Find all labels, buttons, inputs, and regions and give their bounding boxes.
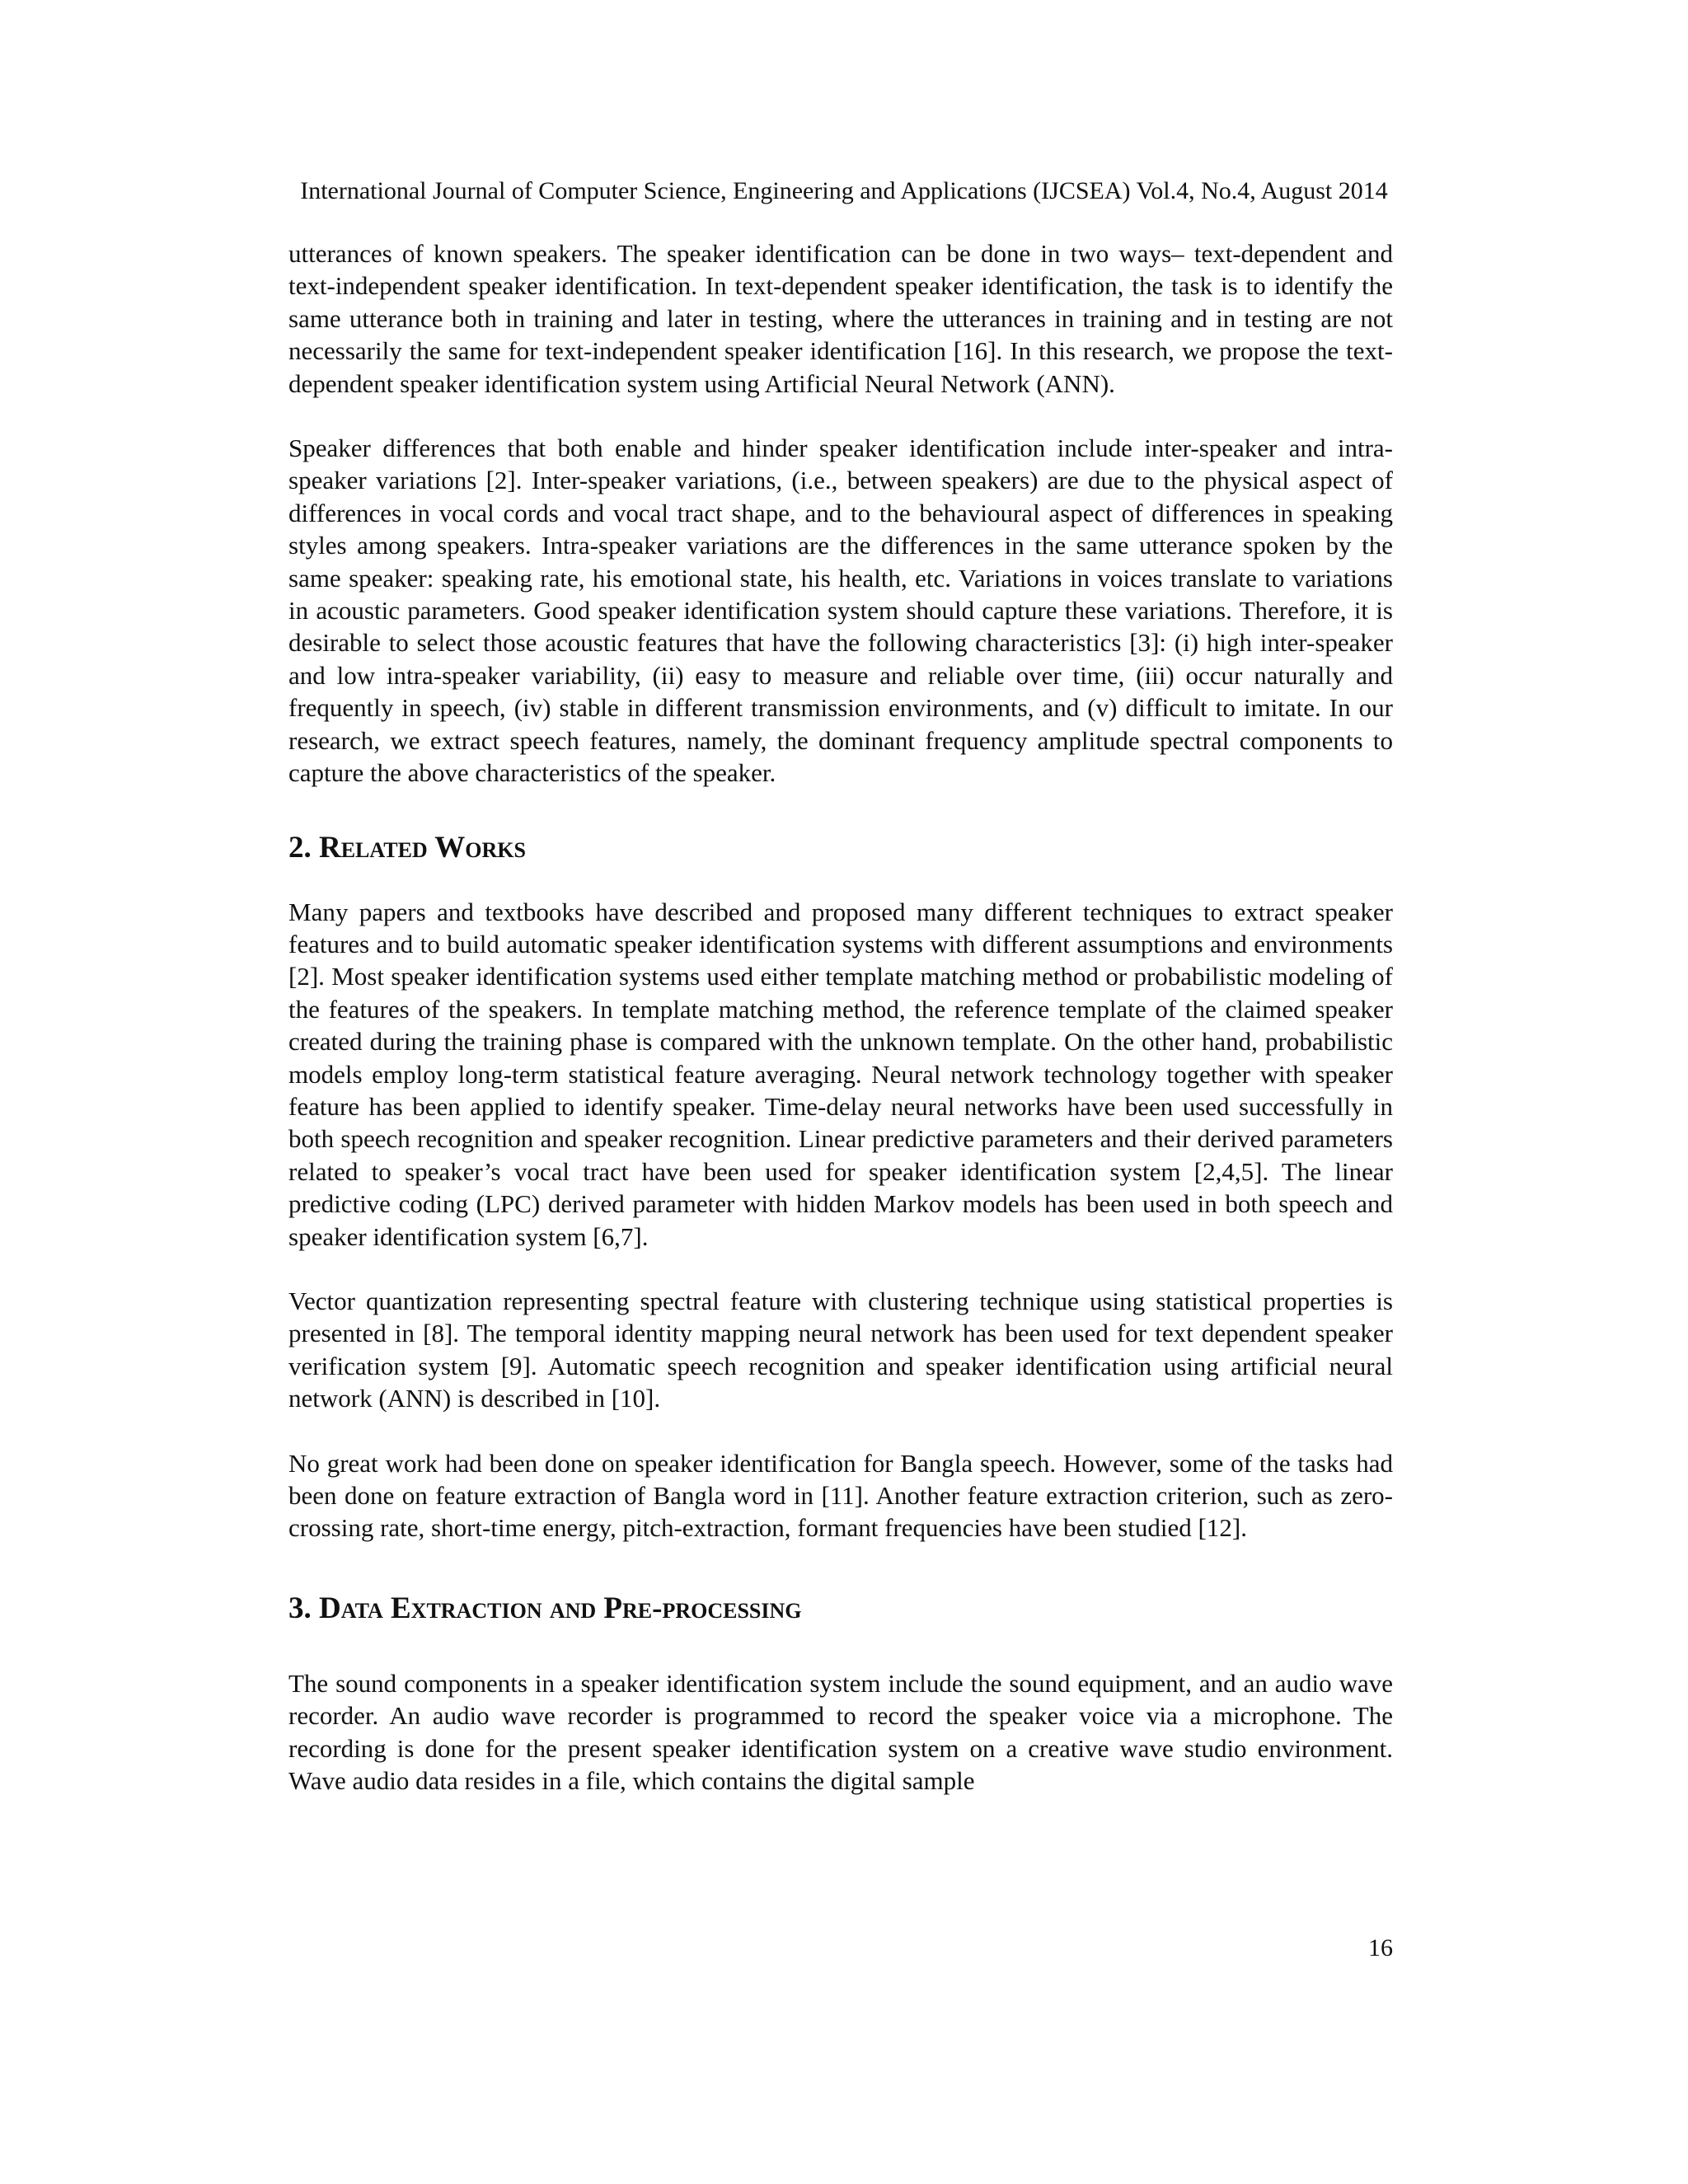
page-body (288, 237, 1393, 1797)
section-heading-data-extraction: 3. Data Extraction and Pre-processing (288, 1591, 802, 1625)
body-paragraph: Speaker differences that both enable and hinder speaker identification include inter-speaker and intra-speaker variations [2]. Inter-speaker variations, (i.e., between speakers) are due to the physical aspect of differences in vocal cords and vocal tract shape, and to the behavioural aspect of differences in speaking styles among speakers. Intra-speaker variations are the differences in the same utterance spoken by the same speaker: speaking rate, his emotional state, his health, etc. Variations in voices translate to variations in acoustic parameters. Good speaker identification system should capture these variations. Therefore, it is desirable to select those acoustic features that have the following characteristics [3]: (i) high inter-speaker and low intra-speaker variability, (ii) easy to measure and reliable over time, (iii) occur naturally and frequently in speech, (iv) stable in different transmission environments, and (v) difficult to imitate. In our research, we extract speech features, namely, the dominant frequency amplitude spectral components to capture the above characteristics of the speaker. (288, 434, 1393, 788)
body-paragraph: Vector quantization representing spectral feature with clustering technique using statistical properties is presented in [8]. The temporal identity mapping neural network has been used for text dependent speaker verification system [9]. Automatic speech recognition and speaker identification using artificial neural network (ANN) is described in [10]. (288, 1286, 1393, 1413)
page-number: 16 (1368, 1934, 1393, 1961)
body-paragraph: The sound components in a speaker identification system include the sound equipment, and an audio wave recorder. An audio wave recorder is programmed to record the speaker voice via a microphone. The recording is done for the present speaker identification system on a creative wave studio environment. Wave audio data resides in a file, which contains the digital sample (288, 1668, 1393, 1796)
body-paragraph: utterances of known speakers. The speaker identification can be done in two ways– text-dependent and text-independent speaker identification. In text-dependent speaker identification, the task is to identify the same utterance both in training and later in testing, where the utterances in training and in testing are not necessarily the same for text-independent speaker identification [16]. In this research, we propose the text-dependent speaker identification system using Artificial Neural Network (ANN). (288, 239, 1393, 398)
body-paragraph: No great work had been done on speaker identification for Bangla speech. However, some of the tasks had been done on feature extraction of Bangla word in [11]. Another feature extraction criterion, such as zero-crossing rate, short-time energy, pitch-extraction, formant frequencies have been studied [12]. (288, 1448, 1393, 1543)
running-header: International Journal of Computer Science, Engineering and Applications (IJCSEA) Vol.4, No.4, August 2014 (300, 177, 1388, 204)
body-paragraph: Many papers and textbooks have described and proposed many different techniques to extract speaker features and to build automatic speaker identification systems with different assumptions and environments [2]. Most speaker identification systems used either template matching method or probabilistic modeling of the features of the speakers. In template matching method, the reference template of the claimed speaker created during the training phase is compared with the unknown template. On the other hand, probabilistic models employ long-term statistical feature averaging. Neural network technology together with speaker feature has been applied to identify speaker. Time-delay neural networks have been used successfully in both speech recognition and speaker recognition. Linear predictive parameters and their derived parameters related to speaker’s vocal tract have been used for speaker identification system [2,4,5]. The linear predictive coding (LPC) derived parameter with hidden Markov models has been used in both speech and speaker identification system [6,7]. (288, 897, 1393, 1251)
section-heading-related-works: 2. Related Works (288, 830, 526, 865)
